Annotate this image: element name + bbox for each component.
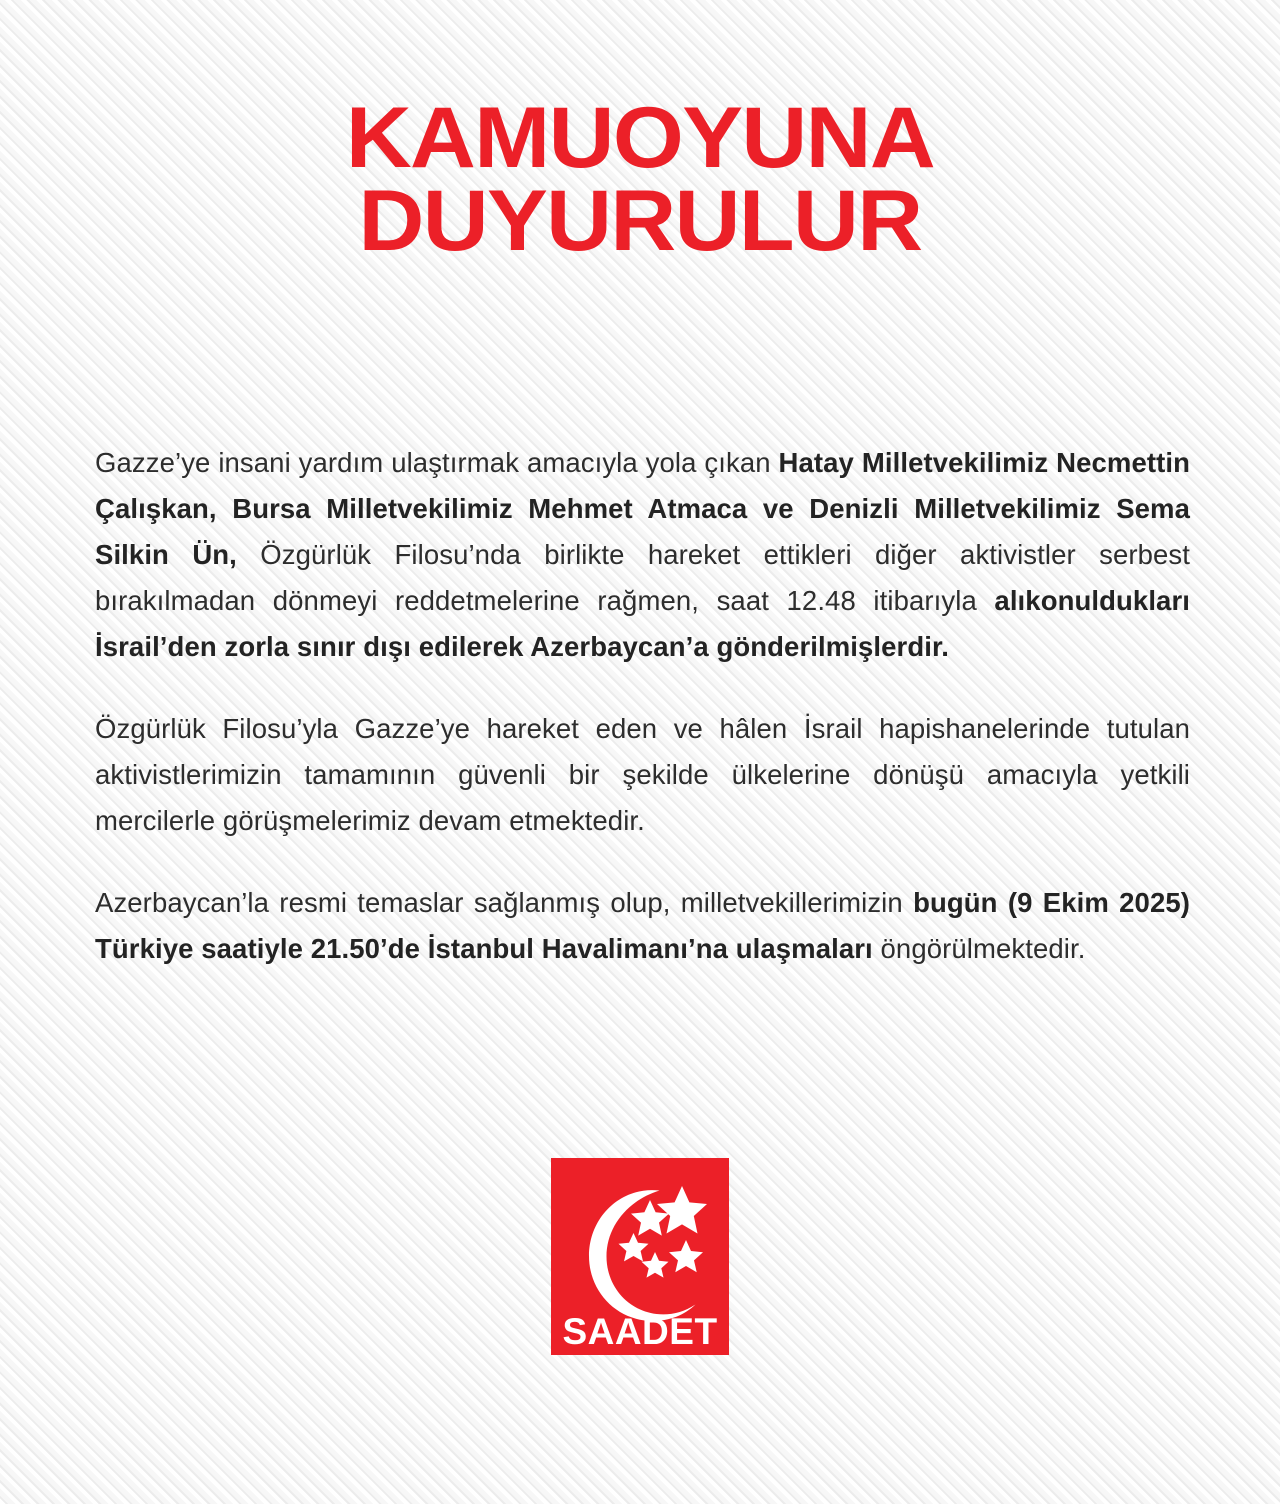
paragraph-3-segment-1: Azerbaycan’la resmi temaslar sağlanmış olup, milletvekillerimizin bbox=[95, 887, 914, 918]
page-title bbox=[0, 90, 1280, 270]
paragraph-3 bbox=[95, 880, 1190, 972]
paragraph-3-segment-3: öngörülmektedir. bbox=[872, 933, 1086, 964]
paragraph-1-segment-3: Özgürlük Filosu’nda birlikte hareket ettikleri diğer aktivistler serbest bırakılmadan dönmeyi reddetmelerine rağmen, saat 12.48 itibarıyla bbox=[95, 539, 1191, 616]
logo-wordmark: SAADET bbox=[562, 1311, 718, 1352]
page-title-line-2: DUYURULUR bbox=[358, 173, 922, 270]
page-title-line-1: KAMUOYUNA bbox=[345, 90, 935, 186]
paragraph-3-segment-2-bold: bugün (9 Ekim 2025) Türkiye saatiyle 21.50’de İstanbul Havalimanı’na ulaşmaları bbox=[95, 887, 1190, 964]
announcement-body bbox=[95, 440, 1190, 972]
saadet-logo-artwork bbox=[551, 1158, 729, 1355]
saadet-party-logo bbox=[551, 1158, 729, 1355]
paragraph-1-segment-1: Gazze’ye insani yardım ulaştırmak amacıyla yola çıkan bbox=[95, 447, 779, 478]
paragraph-1 bbox=[95, 440, 1190, 670]
paragraph-1-segment-2-bold: Hatay Milletvekilimiz Necmettin Çalışkan, Bursa Milletvekilimiz Mehmet Atmaca ve Denizli Milletvekilimiz Sema Silkin Ün, bbox=[95, 447, 1191, 570]
paragraph-2-segment-1: Özgürlük Filosu’yla Gazze’ye hareket eden ve hâlen İsrail hapishanelerinde tutulan aktivistlerimizin tamamının güvenli bir şekilde ülkelerine dönüşü amacıyla yetkili mercilerle görüşmelerimiz devam etmektedir. bbox=[95, 713, 1190, 836]
paragraph-1-segment-4-bold: alıkonuldukları İsrail’den zorla sınır dışı edilerek Azerbaycan’a gönderilmişlerdir. bbox=[95, 585, 1190, 662]
paragraph-2 bbox=[95, 706, 1190, 844]
